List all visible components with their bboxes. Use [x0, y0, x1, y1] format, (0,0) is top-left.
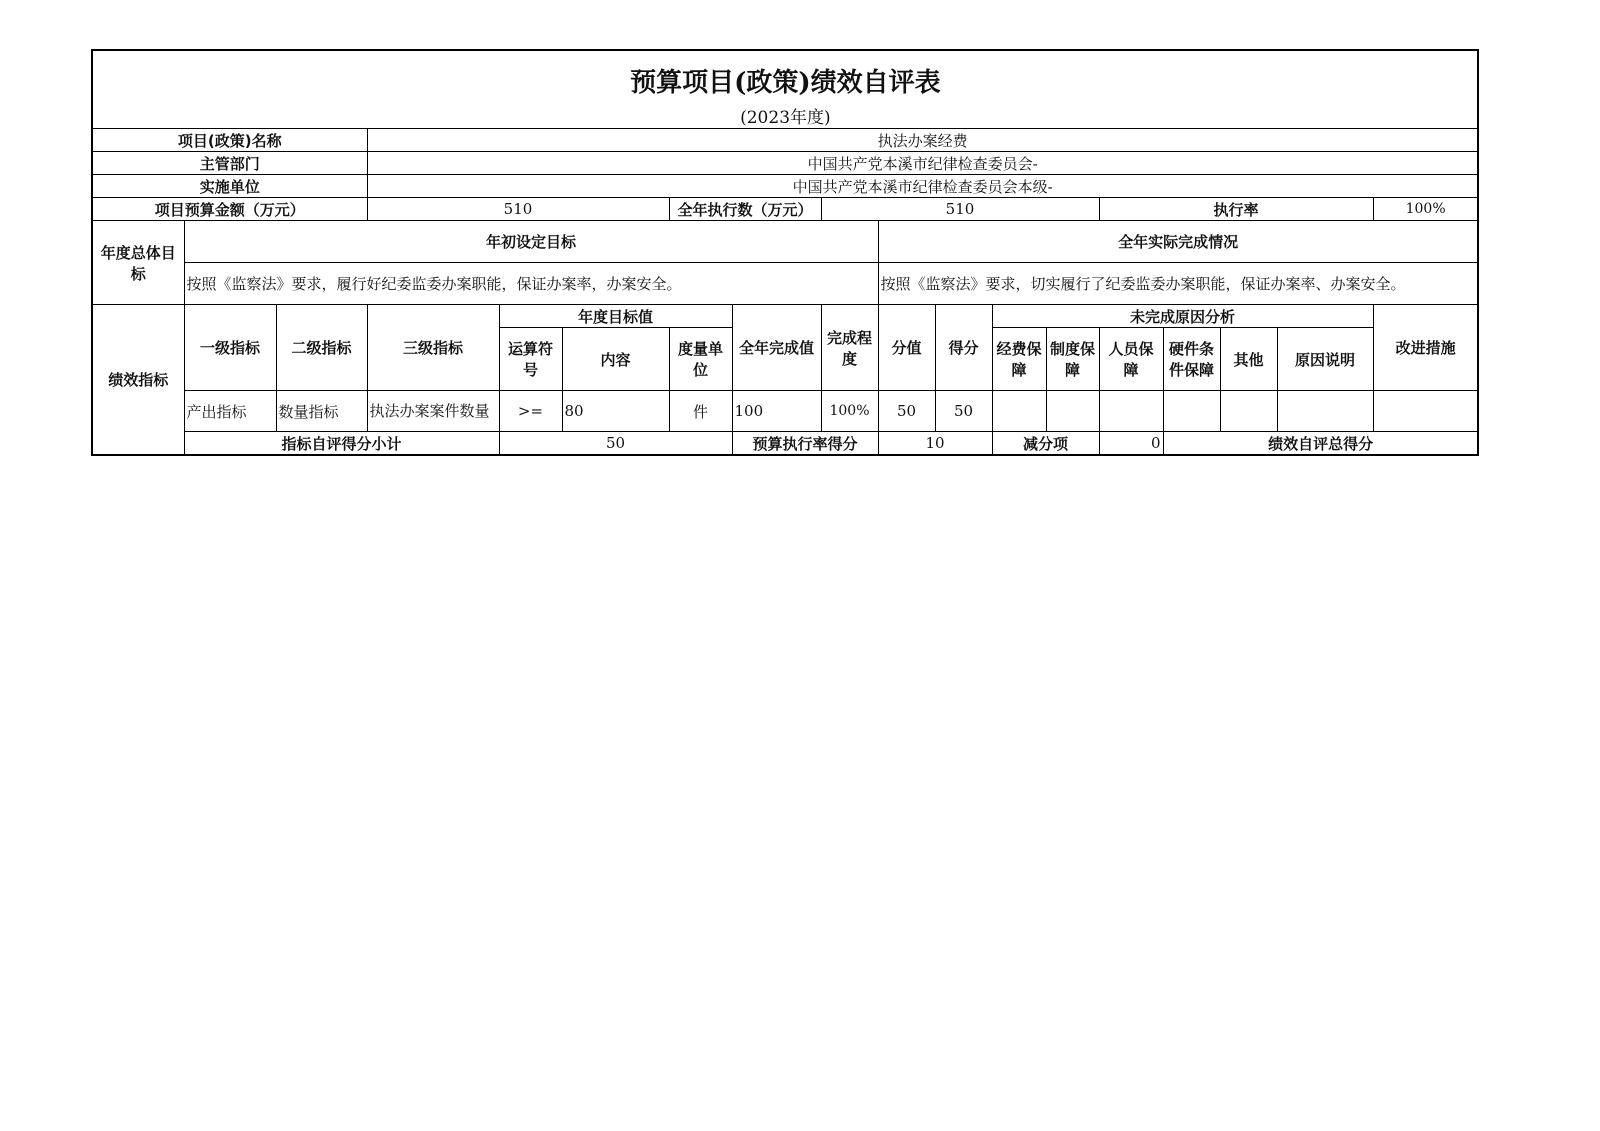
- score-header: 得分: [935, 305, 992, 391]
- row-degree: 100%: [821, 391, 878, 432]
- level2-header: 二级指标: [276, 305, 367, 391]
- target-header: 年度目标值: [499, 305, 732, 328]
- explanation-header: 原因说明: [1277, 328, 1373, 391]
- row-funding: [992, 391, 1046, 432]
- subtotal-label: 指标自评得分小计: [184, 432, 499, 456]
- dept-value: 中国共产党本溪市纪律检查委员会-: [367, 152, 1478, 175]
- row-content: 80: [562, 391, 669, 432]
- unit-label: 实施单位: [92, 175, 367, 198]
- reasons-header: 未完成原因分析: [992, 305, 1373, 328]
- completed-header: 全年完成值: [732, 305, 821, 391]
- subtotal-value: 50: [499, 432, 732, 456]
- system-header: 制度保障: [1046, 328, 1099, 391]
- level3-header: 三级指标: [367, 305, 499, 391]
- row-score: 50: [935, 391, 992, 432]
- project-name-value: 执法办案经费: [367, 129, 1478, 152]
- row-level2: 数量指标: [276, 391, 367, 432]
- row-measures: [1373, 391, 1478, 432]
- row-unit: 件: [669, 391, 732, 432]
- staff-header: 人员保障: [1099, 328, 1163, 391]
- form-title: 预算项目(政策)绩效自评表: [92, 50, 1478, 103]
- deduction-value: 0: [1099, 432, 1163, 456]
- actual-goal-header: 全年实际完成情况: [878, 221, 1478, 263]
- level1-header: 一级指标: [184, 305, 276, 391]
- row-level1: 产出指标: [184, 391, 276, 432]
- executed-label: 全年执行数（万元）: [669, 198, 821, 221]
- planned-goal-header: 年初设定目标: [184, 221, 878, 263]
- content-header: 内容: [562, 328, 669, 391]
- actual-goal-text: 按照《监察法》要求，切实履行了纪委监委办案职能，保证办案率、办案安全。: [878, 263, 1478, 305]
- budget-rate-label: 预算执行率得分: [732, 432, 878, 456]
- executed-value: 510: [821, 198, 1099, 221]
- operator-header: 运算符号: [499, 328, 562, 391]
- form-year: (2023年度): [92, 103, 1478, 129]
- score-value-header: 分值: [878, 305, 935, 391]
- other-header: 其他: [1220, 328, 1277, 391]
- indicators-label: 绩效指标: [92, 305, 184, 456]
- degree-header: 完成程度: [821, 305, 878, 391]
- funding-header: 经费保障: [992, 328, 1046, 391]
- row-score-value: 50: [878, 391, 935, 432]
- row-completed: 100: [732, 391, 821, 432]
- measures-header: 改进措施: [1373, 305, 1478, 391]
- unit-header: 度量单位: [669, 328, 732, 391]
- budget-label: 项目预算金额（万元）: [92, 198, 367, 221]
- rate-label: 执行率: [1099, 198, 1373, 221]
- unit-value: 中国共产党本溪市纪律检查委员会本级-: [367, 175, 1478, 198]
- planned-goal-text: 按照《监察法》要求，履行好纪委监委办案职能，保证办案率，办案安全。: [184, 263, 878, 305]
- row-staff: [1099, 391, 1163, 432]
- annual-goal-label: 年度总体目标: [92, 221, 184, 305]
- hardware-header: 硬件条件保障: [1163, 328, 1220, 391]
- budget-rate-value: 10: [878, 432, 992, 456]
- row-explanation: [1277, 391, 1373, 432]
- row-hardware: [1163, 391, 1220, 432]
- deduction-label: 减分项: [992, 432, 1099, 456]
- total-label: 绩效自评总得分: [1163, 432, 1478, 456]
- row-system: [1046, 391, 1099, 432]
- dept-label: 主管部门: [92, 152, 367, 175]
- row-operator: >=: [499, 391, 562, 432]
- rate-value: 100%: [1373, 198, 1478, 221]
- table-row: [92, 391, 1478, 432]
- project-name-label: 项目(政策)名称: [92, 129, 367, 152]
- self-evaluation-table: [91, 49, 1479, 456]
- row-level3: 执法办案案件数量: [367, 391, 499, 432]
- row-other: [1220, 391, 1277, 432]
- budget-value: 510: [367, 198, 669, 221]
